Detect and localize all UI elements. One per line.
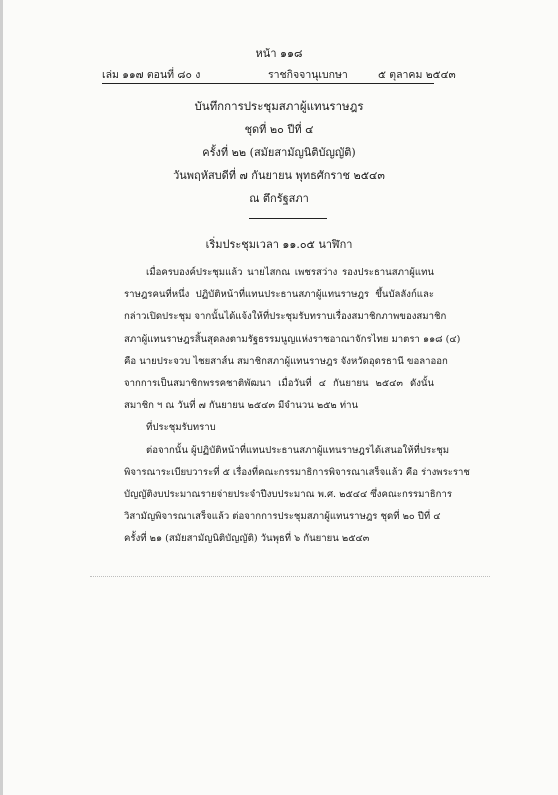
body-line: พิจารณาระเบียบวาระที่ ๕ เรื่องที่คณะกรรมาธิการพิจารณาเสร็จแล้ว คือ ร่างพระราช xyxy=(124,466,470,478)
body-line: คือ นายประจวบ ไชยสาส์น สมาชิกสภาผู้แทนราษฎร จังหวัดอุดรธานี ขอลาออก xyxy=(124,355,448,367)
body-line: เมื่อครบองค์ประชุมแล้ว นายไสกณ เพชรสว่าง รองประธานสภาผู้แทน xyxy=(146,267,434,278)
gazette-name: ราชกิจจานุเบกษา xyxy=(268,69,348,81)
title-divider xyxy=(249,218,327,219)
volume-issue: เล่ม ๑๑๗ ตอนที่ ๘๐ ง xyxy=(102,69,201,81)
venue-line: ณ ตึกรัฐสภา xyxy=(249,192,309,205)
header-divider xyxy=(102,83,434,84)
body-line: บัญญัติงบประมาณรายจ่ายประจำปีงบประมาณ พ.ศ. ๒๕๔๔ ซึ่งคณะกรรมาธิการ xyxy=(124,489,452,501)
meeting-date: วันพฤหัสบดีที่ ๗ กันยายน พุทธศักราช ๒๕๔๓ xyxy=(173,169,385,182)
paragraph-noted xyxy=(124,417,434,439)
body-line: จากการเป็นสมาชิกพรรคชาติพัฒนา เมื่อวันที่ ๔ กันยายน ๒๕๔๓ ดังนั้น xyxy=(124,378,434,390)
paragraph-opening xyxy=(124,262,461,417)
document-title: บันทึกการประชุมสภาผู้แทนราษฎร xyxy=(194,99,364,113)
minutes-body xyxy=(124,262,470,551)
paragraph-agenda xyxy=(124,440,470,551)
body-line: ครั้งที่ ๒๑ (สมัยสามัญนิติบัญญัติ) วันพุธที่ ๖ กันยายน ๒๕๔๓ xyxy=(124,533,370,545)
body-line: ราษฎรคนที่หนึ่ง ปฏิบัติหน้าที่แทนประธานสภาผู้แทนราษฎร ขึ้นบัลลังก์และ xyxy=(124,289,434,301)
page-number: หน้า ๑๑๘ xyxy=(255,47,303,60)
start-time: เริ่มประชุมเวลา ๑๑.๐๕ นาฬิกา xyxy=(205,238,353,251)
body-line: ที่ประชุมรับทราบ xyxy=(146,422,216,434)
body-line: วิสามัญพิจารณาเสร็จแล้ว ต่อจากการประชุมสภาผู้แทนราษฎร ชุดที่ ๒๐ ปีที่ ๔ xyxy=(124,511,441,523)
series-line: ชุดที่ ๒๐ ปีที่ ๔ xyxy=(244,123,314,136)
title-block xyxy=(0,95,558,210)
session-line: ครั้งที่ ๒๒ (สมัยสามัญนิติบัญญัติ) xyxy=(202,146,356,159)
body-line: สมาชิก ฯ ณ วันที่ ๗ กันยายน ๒๕๔๓ มีจำนวน ๒๕๒ ท่าน xyxy=(124,400,359,412)
body-line: กล่าวเปิดประชุม จากนั้นได้แจ้งให้ที่ประชุมรับทราบเรื่องสมาชิกภาพของสมาชิก xyxy=(124,311,447,323)
publication-date: ๕ ตุลาคม ๒๕๔๓ xyxy=(378,69,456,81)
body-line: สภาผู้แทนราษฎรสิ้นสุดลงตามรัฐธรรมนูญแห่งราชอาณาจักรไทย มาตรา ๑๑๘ (๔) xyxy=(124,333,461,345)
scan-artifact-line xyxy=(90,576,490,577)
body-line: ต่อจากนั้น ผู้ปฏิบัติหน้าที่แทนประธานสภาผู้แทนราษฎรได้เสนอให้ที่ประชุม xyxy=(146,444,450,456)
